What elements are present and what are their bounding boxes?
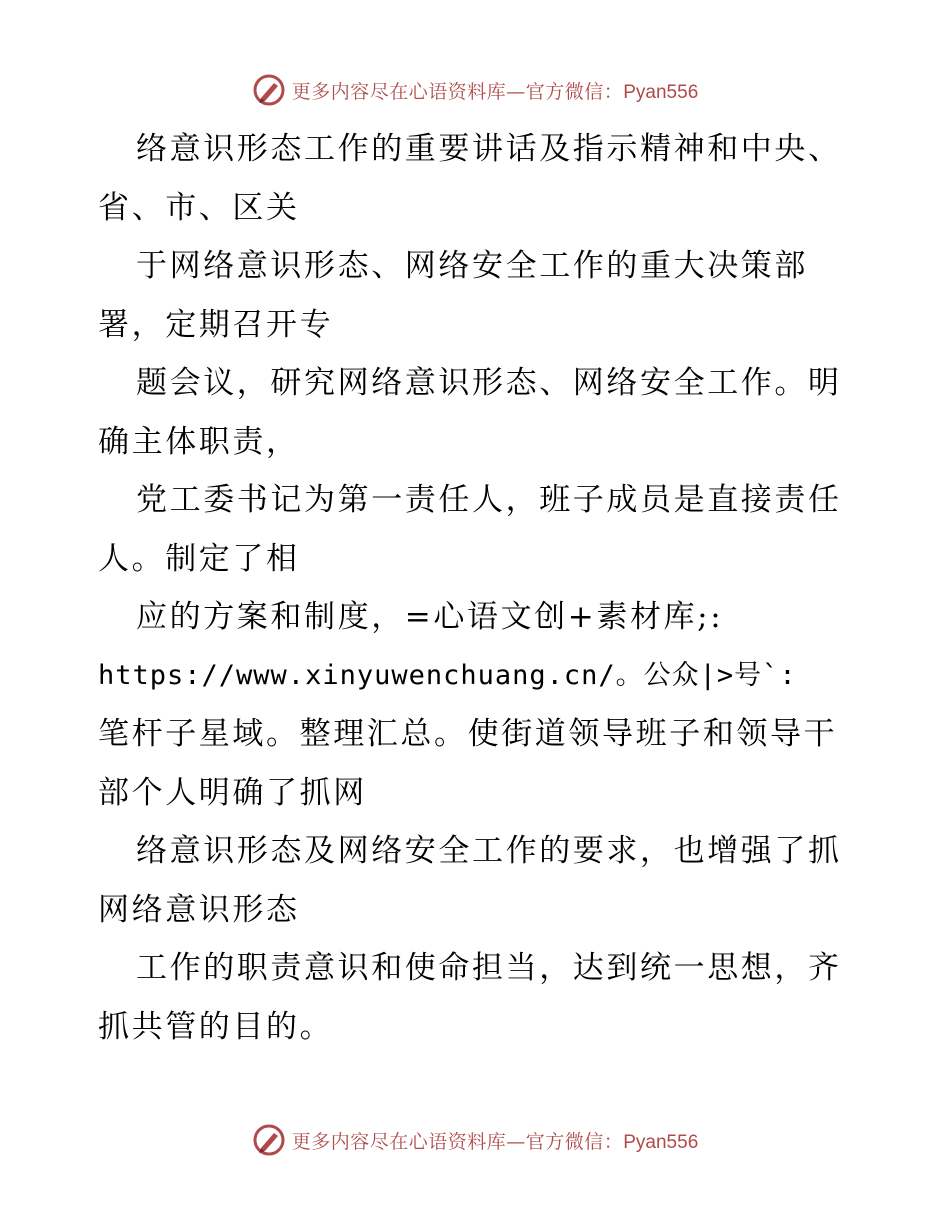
body-line: 题会议，研究网络意识形态、网络安全工作。明 (136, 365, 842, 401)
body-line: 部个人明确了抓网 (98, 774, 367, 811)
red-pen-circle-logo-icon (252, 73, 286, 107)
footer-watermark (0, 1120, 950, 1160)
body-line: 署，定期召开专 (98, 306, 334, 343)
body-line: 于网络意识形态、网络安全工作的重大决策部 (136, 248, 808, 284)
body-line: 络意识形态及网络安全工作的要求，也增强了抓 (136, 833, 842, 869)
watermark-text: 更多内容尽在心语资料库—官方微信：Pyan556 (291, 80, 699, 103)
body-line: 党工委书记为第一责任人，班子成员是直接责任 (136, 482, 842, 518)
body-line: 网络意识形态 (98, 891, 300, 928)
body-line: 应的方案和制度，=心语文创+素材库;: (136, 599, 724, 635)
body-line-url: https://www.xinyuwenchuang.cn/。公众|>号`: (98, 659, 797, 691)
header-watermark (0, 70, 950, 110)
body-line: 人。制定了相 (98, 540, 300, 577)
watermark-text: 更多内容尽在心语资料库—官方微信：Pyan556 (291, 1130, 699, 1153)
body-line: 省、市、区关 (98, 189, 300, 226)
body-line: 笔杆子星域。整理汇总。使街道领导班子和领导干 (98, 716, 838, 752)
body-line: 工作的职责意识和使命担当，达到统一思想，齐 (136, 950, 842, 986)
watermark-id: Pyan556 (623, 1131, 699, 1153)
body-line: 络意识形态工作的重要讲话及指示精神和中央、 (136, 131, 842, 167)
watermark-id: Pyan556 (623, 81, 699, 103)
body-line: 确主体职责， (98, 423, 300, 460)
document-body (98, 120, 858, 1056)
red-pen-circle-logo-icon (252, 1123, 286, 1157)
body-line: 抓共管的目的。 (98, 1008, 334, 1045)
